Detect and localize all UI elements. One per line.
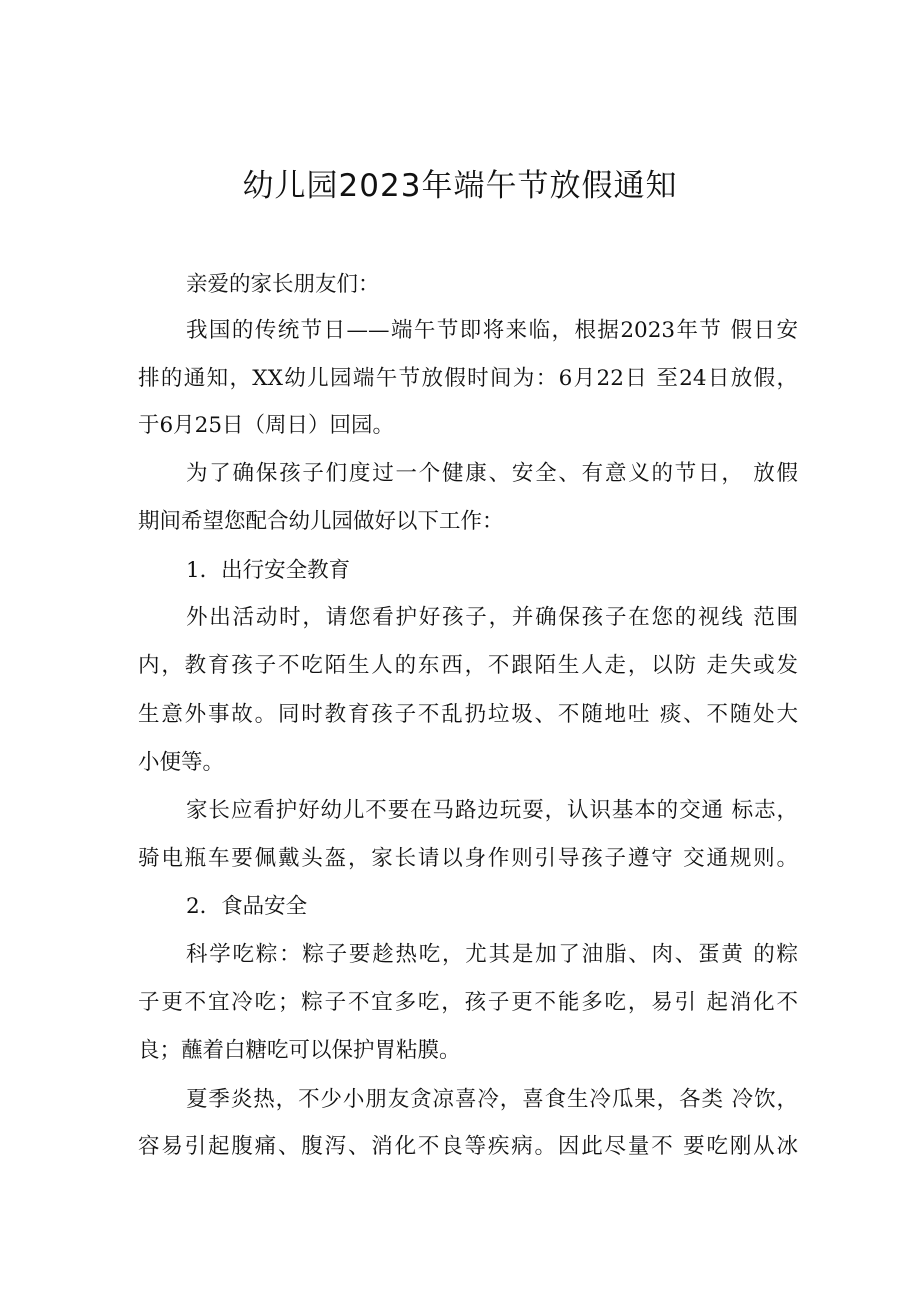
paragraph-3-line-3: 生意外事故。同时教育孩子不乱扔垃圾、不随地吐 痰、不随处大 bbox=[138, 702, 798, 727]
paragraph-5-line-3: 良；蘸着白糖吃可以保护胃粘膜。 bbox=[138, 1038, 461, 1063]
paragraph-1-line-1: 我国的传统节日——端午节即将来临，根据2023年节 假日安 bbox=[186, 318, 798, 343]
section-heading-1: 1．出行安全教育 bbox=[186, 558, 351, 583]
paragraph-6-line-2: 容易引起腹痛、腹泻、消化不良等疾病。因此尽量不 要吃刚从冰 bbox=[138, 1134, 798, 1159]
greeting-line: 亲爱的家长朋友们： bbox=[186, 272, 380, 297]
paragraph-6-line-1: 夏季炎热，不少小朋友贪凉喜冷，喜食生冷瓜果，各类 冷饮， bbox=[186, 1087, 798, 1112]
paragraph-3-line-4: 小便等。 bbox=[138, 750, 225, 775]
paragraph-2-line-2: 期间希望您配合幼儿园做好以下工作： bbox=[138, 509, 504, 534]
paragraph-1-line-3: 于6月25日（周日）回园。 bbox=[138, 413, 395, 438]
document-title: 幼儿园2023年端午节放假通知 bbox=[242, 168, 678, 204]
paragraph-3-line-1: 外出活动时，请您看护好孩子，并确保孩子在您的视线 范围 bbox=[186, 605, 798, 630]
paragraph-5-line-2: 子更不宜冷吃；粽子不宜多吃，孩子更不能多吃，易引 起消化不 bbox=[138, 990, 798, 1015]
paragraph-3-line-2: 内，教育孩子不吃陌生人的东西，不跟陌生人走，以防 走失或发 bbox=[138, 653, 798, 678]
paragraph-1-line-2: 排的通知，XX幼儿园端午节放假时间为：6月22日 至24日放假， bbox=[138, 366, 798, 391]
paragraph-4-line-2: 骑电瓶车要佩戴头盔，家长请以身作则引导孩子遵守 交通规则。 bbox=[138, 846, 798, 871]
paragraph-4-line-1: 家长应看护好幼儿不要在马路边玩耍，认识基本的交通 标志， bbox=[186, 798, 798, 823]
paragraph-5-line-1: 科学吃粽：粽子要趁热吃，尤其是加了油脂、肉、蛋黄 的粽 bbox=[186, 942, 798, 967]
paragraph-2-line-1: 为了确保孩子们度过一个健康、安全、有意义的节日， 放假 bbox=[186, 461, 798, 486]
section-heading-2: 2．食品安全 bbox=[186, 894, 308, 919]
